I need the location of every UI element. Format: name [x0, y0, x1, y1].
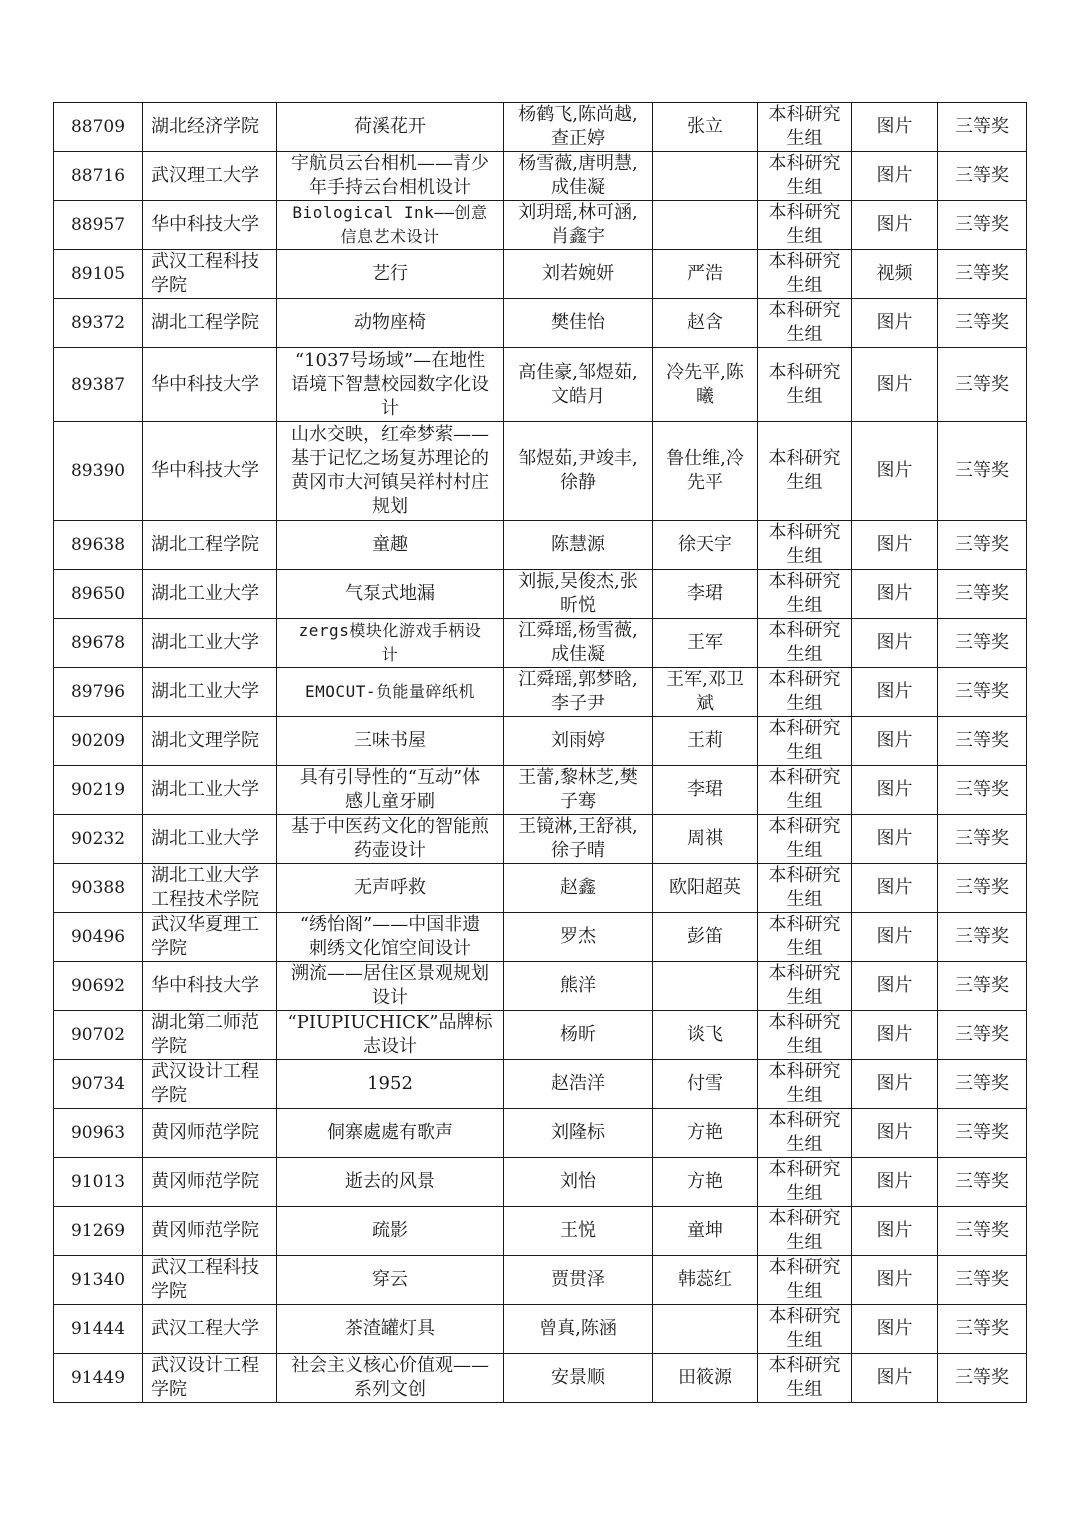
- cell-group: 本科研究 生组: [758, 1256, 852, 1305]
- table-row: [54, 1011, 1027, 1060]
- cell-award: 三等奖: [938, 103, 1027, 152]
- cell-school: 华中科技大学: [143, 422, 277, 521]
- cell-authors: 刘玥瑶,林可涵, 肖鑫宇: [504, 201, 653, 250]
- cell-advisor: [653, 152, 758, 201]
- cell-work-title: 逝去的风景: [277, 1158, 504, 1207]
- cell-entry-id: 90219: [54, 766, 143, 815]
- cell-work-title: 基于中医药文化的智能煎 药壶设计: [277, 815, 504, 864]
- cell-group: 本科研究 生组: [758, 1011, 852, 1060]
- table-row: [54, 1109, 1027, 1158]
- cell-work-title: “1037号场域”—在地性 语境下智慧校园数字化设 计: [277, 348, 504, 422]
- cell-work-type: 图片: [852, 913, 938, 962]
- cell-group: 本科研究 生组: [758, 1207, 852, 1256]
- cell-group: 本科研究 生组: [758, 152, 852, 201]
- cell-entry-id: 89387: [54, 348, 143, 422]
- cell-work-title: 疏影: [277, 1207, 504, 1256]
- cell-school: 武汉设计工程 学院: [143, 1060, 277, 1109]
- cell-authors: 赵鑫: [504, 864, 653, 913]
- cell-award: 三等奖: [938, 250, 1027, 299]
- table-row: [54, 201, 1027, 250]
- cell-advisor: 徐天宇: [653, 521, 758, 570]
- cell-work-title: 穿云: [277, 1256, 504, 1305]
- cell-entry-id: 90702: [54, 1011, 143, 1060]
- cell-work-type: 图片: [852, 1060, 938, 1109]
- cell-entry-id: 89650: [54, 570, 143, 619]
- cell-award: 三等奖: [938, 1011, 1027, 1060]
- cell-work-type: 图片: [852, 668, 938, 717]
- cell-award: 三等奖: [938, 717, 1027, 766]
- cell-school: 湖北工业大学: [143, 815, 277, 864]
- cell-work-title: 溯流——居住区景观规划 设计: [277, 962, 504, 1011]
- cell-entry-id: 88957: [54, 201, 143, 250]
- cell-award: 三等奖: [938, 766, 1027, 815]
- cell-entry-id: 91013: [54, 1158, 143, 1207]
- cell-work-type: 图片: [852, 521, 938, 570]
- cell-entry-id: 91269: [54, 1207, 143, 1256]
- cell-work-title: 三味书屋: [277, 717, 504, 766]
- cell-entry-id: 89390: [54, 422, 143, 521]
- table-row: [54, 152, 1027, 201]
- cell-advisor: 赵含: [653, 299, 758, 348]
- cell-group: 本科研究 生组: [758, 570, 852, 619]
- cell-group: 本科研究 生组: [758, 422, 852, 521]
- cell-advisor: [653, 962, 758, 1011]
- cell-work-type: 图片: [852, 1158, 938, 1207]
- cell-group: 本科研究 生组: [758, 521, 852, 570]
- cell-advisor: 王军: [653, 619, 758, 668]
- cell-award: 三等奖: [938, 619, 1027, 668]
- cell-entry-id: 91444: [54, 1305, 143, 1354]
- cell-work-title: zergs模块化游戏手柄设 计: [277, 619, 504, 668]
- cell-group: 本科研究 生组: [758, 864, 852, 913]
- cell-advisor: 张立: [653, 103, 758, 152]
- cell-school: 武汉理工大学: [143, 152, 277, 201]
- cell-authors: 江舜瑶,杨雪薇, 成佳凝: [504, 619, 653, 668]
- cell-work-type: 图片: [852, 1305, 938, 1354]
- table-row: [54, 1256, 1027, 1305]
- cell-group: 本科研究 生组: [758, 250, 852, 299]
- cell-school: 湖北文理学院: [143, 717, 277, 766]
- cell-award: 三等奖: [938, 962, 1027, 1011]
- cell-award: 三等奖: [938, 864, 1027, 913]
- cell-school: 华中科技大学: [143, 201, 277, 250]
- cell-authors: 樊佳怡: [504, 299, 653, 348]
- cell-authors: 赵浩洋: [504, 1060, 653, 1109]
- table-row: [54, 1305, 1027, 1354]
- cell-work-title: 动物座椅: [277, 299, 504, 348]
- cell-school: 湖北工业大学: [143, 570, 277, 619]
- cell-work-type: 图片: [852, 152, 938, 201]
- cell-advisor: 严浩: [653, 250, 758, 299]
- table-row: [54, 668, 1027, 717]
- cell-entry-id: 90388: [54, 864, 143, 913]
- cell-award: 三等奖: [938, 570, 1027, 619]
- cell-advisor: 谈飞: [653, 1011, 758, 1060]
- cell-award: 三等奖: [938, 1207, 1027, 1256]
- cell-group: 本科研究 生组: [758, 815, 852, 864]
- cell-advisor: 方艳: [653, 1158, 758, 1207]
- cell-work-title: 1952: [277, 1060, 504, 1109]
- cell-school: 黄冈师范学院: [143, 1207, 277, 1256]
- cell-work-title: 艺行: [277, 250, 504, 299]
- cell-advisor: 欧阳超英: [653, 864, 758, 913]
- cell-award: 三等奖: [938, 1305, 1027, 1354]
- table-row: [54, 815, 1027, 864]
- cell-work-title: 社会主义核心价值观—— 系列文创: [277, 1354, 504, 1403]
- cell-advisor: 周祺: [653, 815, 758, 864]
- cell-school: 湖北工程学院: [143, 299, 277, 348]
- cell-authors: 江舜瑶,郭梦晗, 李子尹: [504, 668, 653, 717]
- cell-work-title: EMOCUT-负能量碎纸机: [277, 668, 504, 717]
- cell-work-type: 图片: [852, 201, 938, 250]
- cell-group: 本科研究 生组: [758, 766, 852, 815]
- cell-group: 本科研究 生组: [758, 1354, 852, 1403]
- cell-award: 三等奖: [938, 521, 1027, 570]
- cell-award: 三等奖: [938, 1060, 1027, 1109]
- cell-entry-id: 91340: [54, 1256, 143, 1305]
- cell-entry-id: 90692: [54, 962, 143, 1011]
- table-row: [54, 1158, 1027, 1207]
- cell-authors: 陈慧源: [504, 521, 653, 570]
- cell-group: 本科研究 生组: [758, 913, 852, 962]
- cell-advisor: 鲁仕维,冷 先平: [653, 422, 758, 521]
- cell-school: 武汉设计工程 学院: [143, 1354, 277, 1403]
- cell-work-type: 图片: [852, 766, 938, 815]
- cell-school: 黄冈师范学院: [143, 1109, 277, 1158]
- cell-work-type: 图片: [852, 717, 938, 766]
- cell-authors: 熊洋: [504, 962, 653, 1011]
- cell-award: 三等奖: [938, 299, 1027, 348]
- cell-group: 本科研究 生组: [758, 1305, 852, 1354]
- cell-group: 本科研究 生组: [758, 201, 852, 250]
- cell-advisor: [653, 1305, 758, 1354]
- cell-group: 本科研究 生组: [758, 1060, 852, 1109]
- cell-award: 三等奖: [938, 815, 1027, 864]
- cell-authors: 邹煜茹,尹竣丰, 徐静: [504, 422, 653, 521]
- cell-work-title: 气泵式地漏: [277, 570, 504, 619]
- cell-school: 湖北工业大学: [143, 619, 277, 668]
- cell-entry-id: 89678: [54, 619, 143, 668]
- cell-advisor: 彭笛: [653, 913, 758, 962]
- cell-authors: 高佳豪,邹煜茹, 文皓月: [504, 348, 653, 422]
- cell-work-type: 视频: [852, 250, 938, 299]
- cell-work-title: 侗寨處處有歌声: [277, 1109, 504, 1158]
- cell-authors: 刘隆标: [504, 1109, 653, 1158]
- cell-group: 本科研究 生组: [758, 103, 852, 152]
- cell-award: 三等奖: [938, 1109, 1027, 1158]
- cell-advisor: 韩蕊红: [653, 1256, 758, 1305]
- cell-school: 武汉华夏理工 学院: [143, 913, 277, 962]
- table-row: [54, 962, 1027, 1011]
- cell-school: 湖北工业大学: [143, 766, 277, 815]
- cell-work-type: 图片: [852, 422, 938, 521]
- cell-entry-id: 90963: [54, 1109, 143, 1158]
- cell-authors: 杨昕: [504, 1011, 653, 1060]
- cell-group: 本科研究 生组: [758, 1109, 852, 1158]
- cell-work-title: “PIUPIUCHICK”品牌标 志设计: [277, 1011, 504, 1060]
- table-row: [54, 913, 1027, 962]
- cell-school: 湖北工业大学: [143, 668, 277, 717]
- cell-work-type: 图片: [852, 619, 938, 668]
- cell-group: 本科研究 生组: [758, 299, 852, 348]
- cell-group: 本科研究 生组: [758, 1158, 852, 1207]
- cell-authors: 王悦: [504, 1207, 653, 1256]
- cell-work-type: 图片: [852, 348, 938, 422]
- cell-advisor: 田筱源: [653, 1354, 758, 1403]
- cell-authors: 杨雪薇,唐明慧, 成佳凝: [504, 152, 653, 201]
- cell-entry-id: 88716: [54, 152, 143, 201]
- cell-entry-id: 90232: [54, 815, 143, 864]
- cell-work-type: 图片: [852, 1011, 938, 1060]
- cell-school: 武汉工程科技 学院: [143, 250, 277, 299]
- cell-group: 本科研究 生组: [758, 668, 852, 717]
- cell-award: 三等奖: [938, 422, 1027, 521]
- cell-advisor: 王莉: [653, 717, 758, 766]
- cell-award: 三等奖: [938, 348, 1027, 422]
- cell-work-type: 图片: [852, 299, 938, 348]
- cell-advisor: 童坤: [653, 1207, 758, 1256]
- table-row: [54, 864, 1027, 913]
- cell-authors: 刘雨婷: [504, 717, 653, 766]
- cell-group: 本科研究 生组: [758, 962, 852, 1011]
- cell-entry-id: 90209: [54, 717, 143, 766]
- cell-advisor: 李珺: [653, 570, 758, 619]
- cell-school: 湖北经济学院: [143, 103, 277, 152]
- cell-award: 三等奖: [938, 668, 1027, 717]
- cell-entry-id: 91449: [54, 1354, 143, 1403]
- cell-authors: 罗杰: [504, 913, 653, 962]
- cell-group: 本科研究 生组: [758, 619, 852, 668]
- cell-award: 三等奖: [938, 1158, 1027, 1207]
- awards-table: [53, 102, 1027, 1403]
- table-row: [54, 570, 1027, 619]
- cell-authors: 贾贯泽: [504, 1256, 653, 1305]
- cell-work-type: 图片: [852, 1207, 938, 1256]
- cell-entry-id: 89796: [54, 668, 143, 717]
- cell-authors: 王蕾,黎林芝,樊 子骞: [504, 766, 653, 815]
- cell-school: 湖北工业大学 工程技术学院: [143, 864, 277, 913]
- cell-work-type: 图片: [852, 1354, 938, 1403]
- cell-work-title: 荷溪花开: [277, 103, 504, 152]
- cell-advisor: [653, 201, 758, 250]
- cell-entry-id: 88709: [54, 103, 143, 152]
- cell-authors: 刘怡: [504, 1158, 653, 1207]
- table-row: [54, 717, 1027, 766]
- cell-school: 武汉工程大学: [143, 1305, 277, 1354]
- cell-school: 湖北第二师范 学院: [143, 1011, 277, 1060]
- cell-award: 三等奖: [938, 1354, 1027, 1403]
- cell-advisor: 付雪: [653, 1060, 758, 1109]
- cell-authors: 王镜淋,王舒祺, 徐子晴: [504, 815, 653, 864]
- table-row: [54, 1060, 1027, 1109]
- cell-entry-id: 89638: [54, 521, 143, 570]
- cell-school: 武汉工程科技 学院: [143, 1256, 277, 1305]
- cell-entry-id: 89105: [54, 250, 143, 299]
- cell-work-type: 图片: [852, 864, 938, 913]
- cell-entry-id: 90734: [54, 1060, 143, 1109]
- cell-advisor: 冷先平,陈 曦: [653, 348, 758, 422]
- cell-work-title: 山水交映，红牵梦萦—— 基于记忆之场复苏理论的 黄冈市大河镇吴祥村村庄 规划: [277, 422, 504, 521]
- cell-work-title: 童趣: [277, 521, 504, 570]
- cell-work-type: 图片: [852, 815, 938, 864]
- cell-group: 本科研究 生组: [758, 717, 852, 766]
- cell-work-type: 图片: [852, 103, 938, 152]
- cell-work-type: 图片: [852, 1109, 938, 1158]
- cell-entry-id: 89372: [54, 299, 143, 348]
- table-row: [54, 250, 1027, 299]
- table-row: [54, 422, 1027, 521]
- cell-authors: 安景顺: [504, 1354, 653, 1403]
- cell-authors: 杨鹤飞,陈尚越, 查正婷: [504, 103, 653, 152]
- cell-school: 黄冈师范学院: [143, 1158, 277, 1207]
- cell-work-title: 宇航员云台相机——青少 年手持云台相机设计: [277, 152, 504, 201]
- cell-work-type: 图片: [852, 570, 938, 619]
- cell-award: 三等奖: [938, 201, 1027, 250]
- cell-authors: 刘振,吴俊杰,张 昕悦: [504, 570, 653, 619]
- cell-work-title: “绣怡阁”——中国非遗 刺绣文化馆空间设计: [277, 913, 504, 962]
- cell-award: 三等奖: [938, 1256, 1027, 1305]
- awards-table-body: [54, 103, 1027, 1403]
- table-row: [54, 521, 1027, 570]
- table-row: [54, 348, 1027, 422]
- cell-award: 三等奖: [938, 152, 1027, 201]
- cell-work-title: 茶渣罐灯具: [277, 1305, 504, 1354]
- cell-work-type: 图片: [852, 962, 938, 1011]
- cell-school: 湖北工程学院: [143, 521, 277, 570]
- cell-work-type: 图片: [852, 1256, 938, 1305]
- cell-group: 本科研究 生组: [758, 348, 852, 422]
- cell-work-title: Biological Ink——创意 信息艺术设计: [277, 201, 504, 250]
- cell-award: 三等奖: [938, 913, 1027, 962]
- table-row: [54, 103, 1027, 152]
- cell-work-title: 具有引导性的“互动”体 感儿童牙刷: [277, 766, 504, 815]
- table-row: [54, 619, 1027, 668]
- cell-school: 华中科技大学: [143, 348, 277, 422]
- cell-advisor: 王军,邓卫 斌: [653, 668, 758, 717]
- cell-advisor: 方艳: [653, 1109, 758, 1158]
- cell-work-title: 无声呼救: [277, 864, 504, 913]
- table-row: [54, 1207, 1027, 1256]
- cell-school: 华中科技大学: [143, 962, 277, 1011]
- cell-authors: 刘若婉妍: [504, 250, 653, 299]
- cell-authors: 曾真,陈涵: [504, 1305, 653, 1354]
- table-row: [54, 766, 1027, 815]
- table-row: [54, 299, 1027, 348]
- cell-entry-id: 90496: [54, 913, 143, 962]
- table-row: [54, 1354, 1027, 1403]
- cell-advisor: 李珺: [653, 766, 758, 815]
